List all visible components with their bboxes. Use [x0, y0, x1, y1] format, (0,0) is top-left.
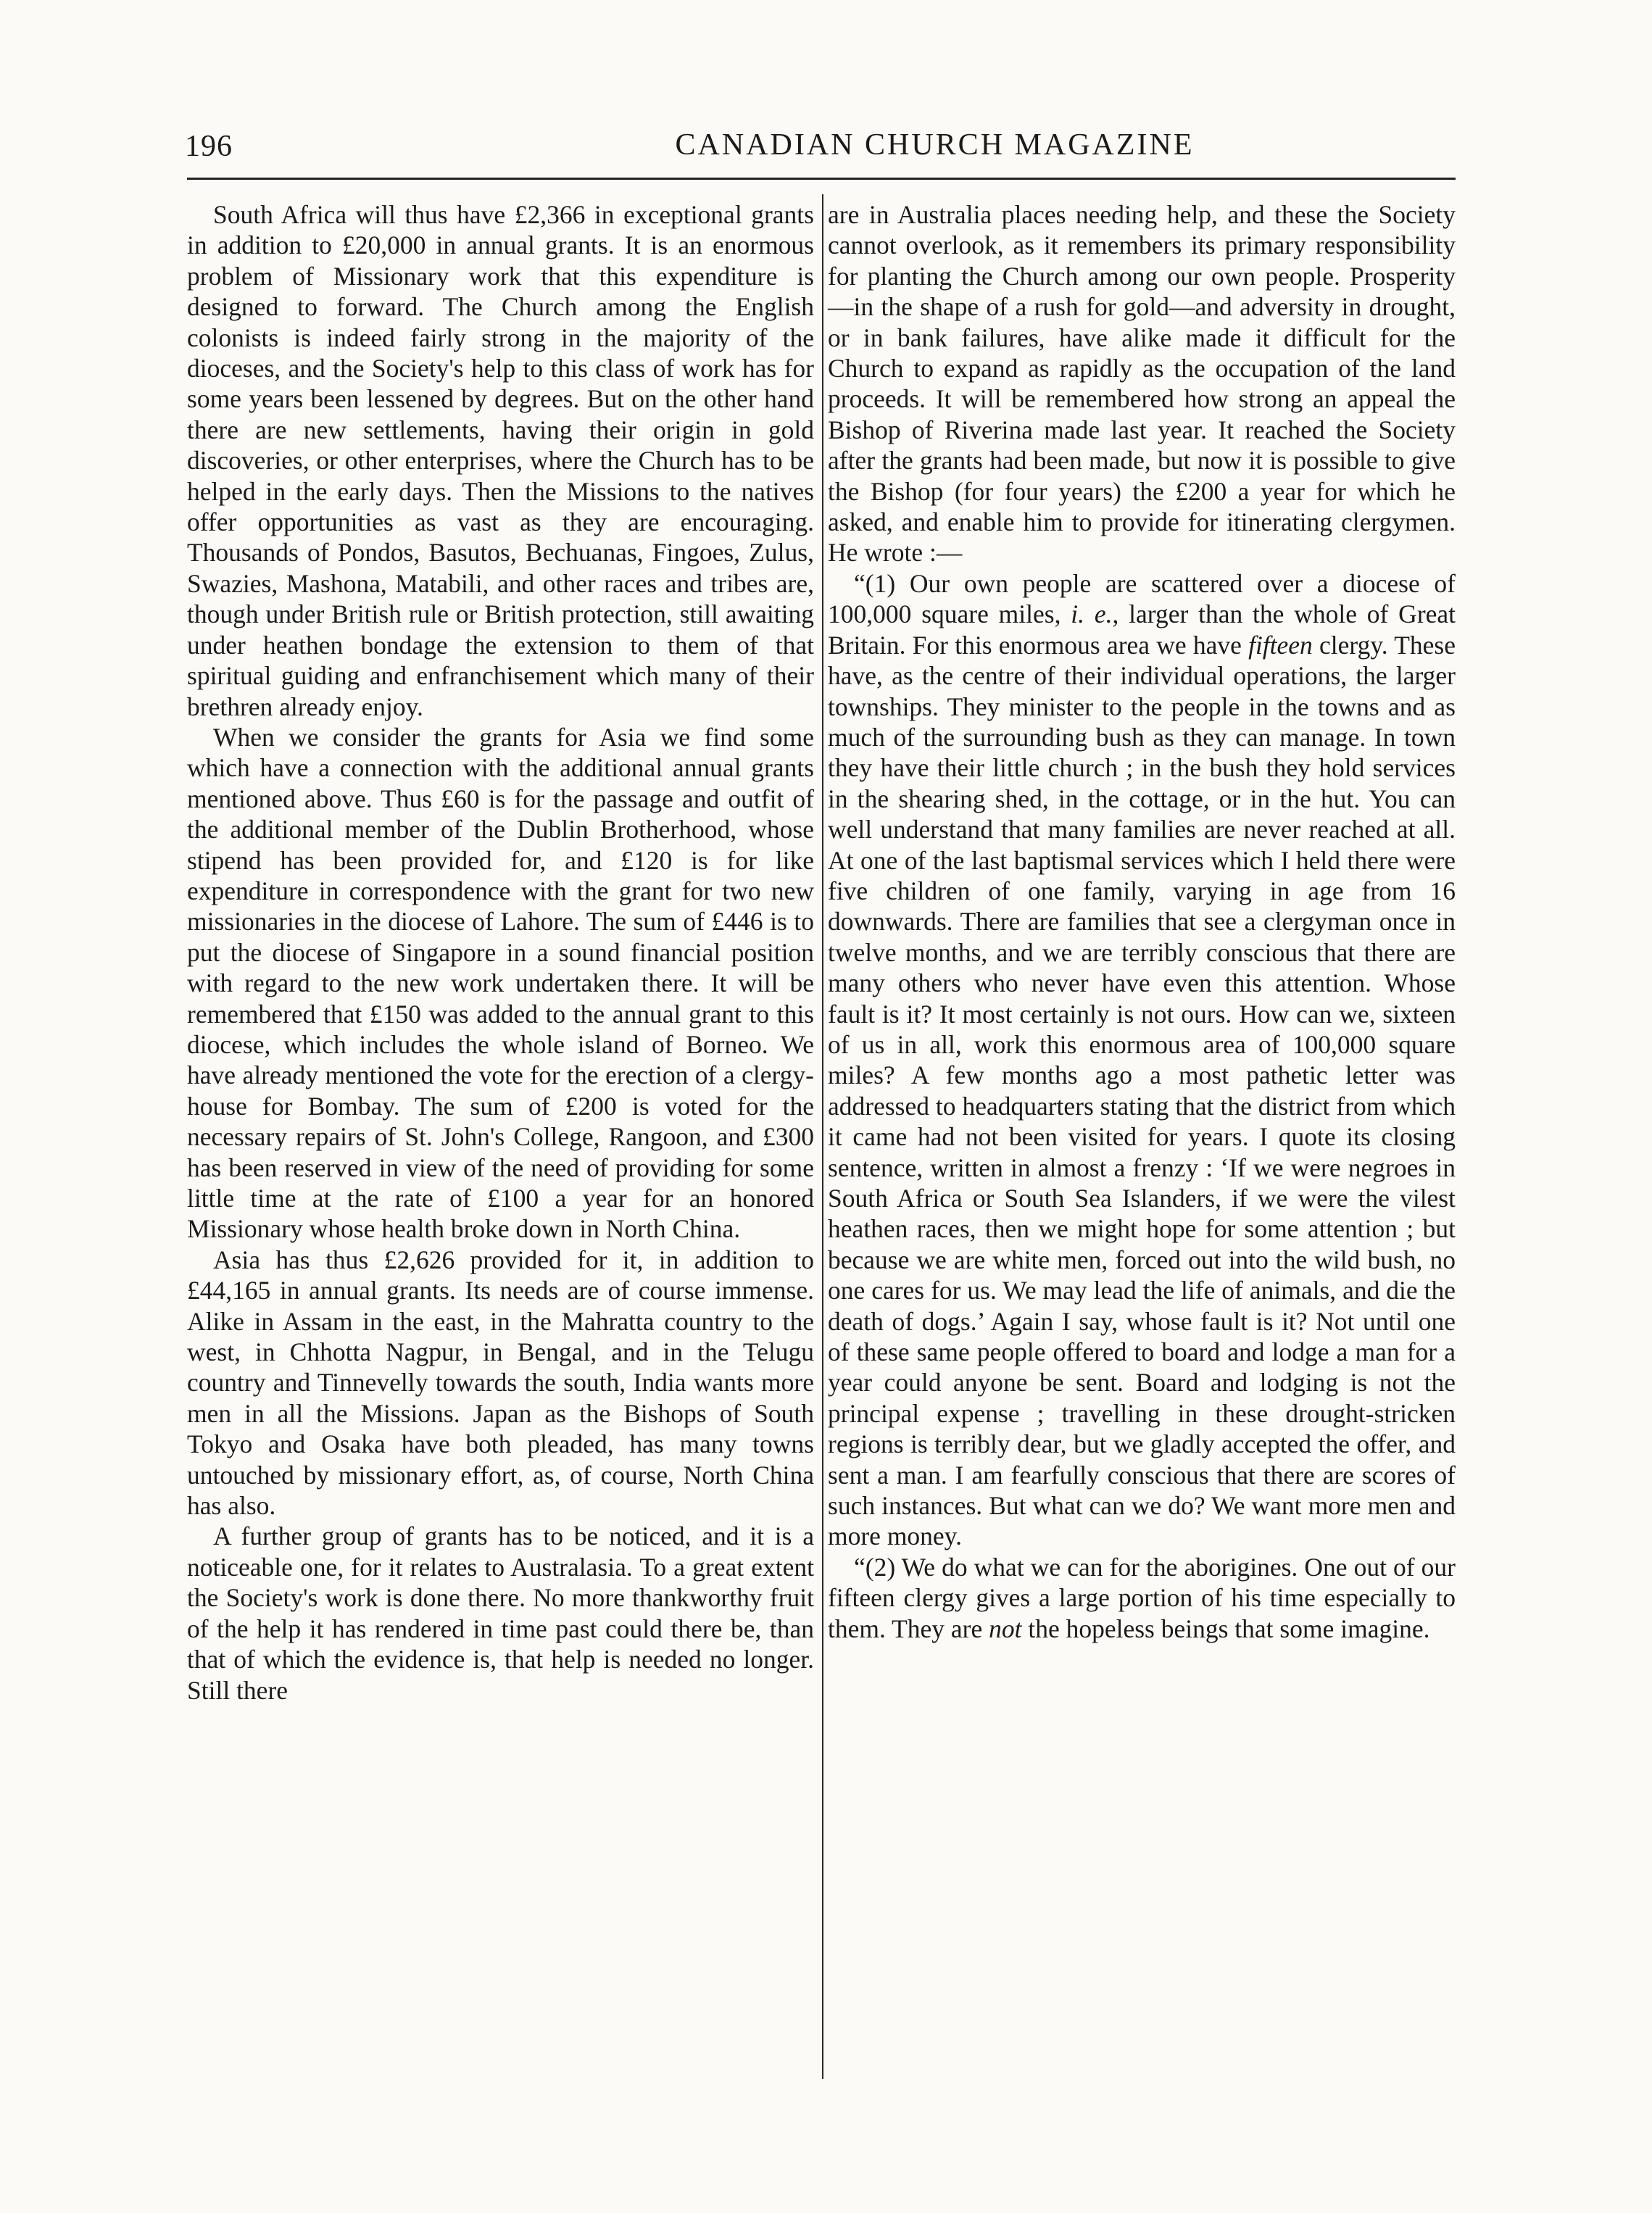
paragraph-australasia: A further group of grants has to be noticed, and it is a noticeable one, for it relates to Australasia. To a great extent the Society's work is done there. No more thankworthy fruit of the help it has rendered in time past could there be, than that of which the evidence is, that help is needed no longer. Still there [187, 1521, 814, 1705]
quote-2-part-a: “(2) We do what we can for the aborigines. One out of our fifteen clergy gives a large portion of his time especially to them. They are [828, 1552, 1456, 1643]
column-divider [822, 194, 823, 2079]
italic-fifteen: fifteen [1248, 630, 1313, 660]
paragraph-australia-continued: are in Australia places needing help, and these the Society cannot overlook, as it remembers its primary responsibility for planting the Church among our own people. Prosperity—in the shape of a rush for gold—and adversity in drought, or in bank failures, have alike made it difficult for the Church to expand as rapidly as the occupation of the land proceeds. It will be remembered how strong an appeal the Bishop of Riverina made last year. It reached the Society after the grants had been made, but now it is possible to give the Bishop (for four years) the £200 a year for which he asked, and enable him to provide for itinerating clergymen. He wrote :— [828, 200, 1456, 568]
paragraph-grants-asia: When we consider the grants for Asia we find some which have a connection with the additional annual grants mentioned above. Thus £60 is for the passage and outfit of the additional member of the Dublin Brotherhood, whose stipend has been provided for, and £120 is for like expenditure in correspondence with the grant for two new missionaries in the diocese of Lahore. The sum of £446 is to put the diocese of Singapore in a sound financial position with regard to the new work undertaken there. It will be remembered that £150 was added to the annual grant to this diocese, which includes the whole island of Borneo. We have already mentioned the vote for the erection of a clergy-house for Bombay. The sum of £200 is voted for the necessary repairs of St. John's College, Rangoon, and £300 has been reserved in view of the need of providing for some little time at the rate of £100 a year for an honored Missionary whose health broke down in North China. [187, 722, 814, 1244]
left-column [187, 199, 814, 1706]
quote-1-part-a: “(1) Our own people are scattered over a diocese of 100,000 square miles, [828, 568, 1456, 629]
page-number: 196 [185, 130, 233, 163]
paragraph-asia-needs: Asia has thus £2,626 provided for it, in addition to £44,165 in annual grants. Its needs are of course immense. Alike in Assam in the east, in the Mahratta country to the west, in Chhotta Nagpur, in Bengal, and in the Telugu country and Tinnevelly towards the south, India wants more men in all the Missions. Japan as the Bishops of South Tokyo and Osaka have both pleaded, has many towns untouched by missionary effort, as, of course, North China has also. [187, 1245, 814, 1521]
quote-1-part-b: , larger than the whole of Great Britain. For this enormous area we have [828, 599, 1456, 660]
quote-1-part-c: clergy. These have, as the centre of their individual operations, the larger townships. They minister to the people in the towns and as much of the surrounding bush as they can manage. In town they have their little church ; in the bush they hold services in the shearing shed, in the cottage, or in the hut. You can well understand that many families are never reached at all. At one of the last baptismal services which I held there were five children of one family, varying in age from 16 downwards. There are families that see a clergyman once in twelve months, and we are terribly conscious that there are many others who never have even this attention. Whose fault is it? It most certainly is not ours. How can we, sixteen of us in all, work this enormous area of 100,000 square miles? A few months ago a most pathetic letter was addressed to headquarters stating that the district from which it came had not been visited for years. I quote its closing sentence, written in almost a frenzy : ‘If we were negroes in South Africa or South Sea Islanders, if we were the vilest heathen races, then we might hope for some attention ; but because we are white men, forced out into the wild bush, no one cares for us. We may lead the life of animals, and die the death of dogs.’ Again I say, whose fault is it? Not until one of these same people offered to board and lodge a man for a year could anyone be sent. Board and lodging is not the principal expense ; travelling in these drought-stricken regions is terribly dear, but we gladly accepted the offer, and sent a man. I am fearfully conscious that there are scores of such instances. But what can we do? We want more men and more money. [828, 630, 1456, 1551]
quote-paragraph-1 [828, 568, 1456, 1552]
quote-paragraph-2 [828, 1552, 1456, 1644]
header-rule [187, 178, 1456, 180]
quote-2-part-b: the hopeless beings that some imagine. [1028, 1614, 1430, 1643]
italic-ie: i. e. [1071, 599, 1113, 629]
italic-not: not [989, 1614, 1022, 1643]
running-head-title: CANADIAN CHURCH MAGAZINE [675, 128, 1195, 162]
right-column [828, 199, 1456, 1644]
paragraph-south-africa: South Africa will thus have £2,366 in exceptional grants in addition to £20,000 in annual grants. It is an enormous problem of Missionary work that this expenditure is designed to forward. The Church among the English colonists is indeed fairly strong in the majority of the dioceses, and the Society's help to this class of work has for some years been lessened by degrees. But on the other hand there are new settlements, having their origin in gold discoveries, or other enterprises, where the Church has to be helped in the early days. Then the Missions to the natives offer opportunities as vast as they are encouraging. Thousands of Pondos, Basutos, Bechuanas, Fingoes, Zulus, Swazies, Mashona, Matabili, and other races and tribes are, though under British rule or British protection, still awaiting under heathen bondage the extension to them of that spiritual guiding and enfranchisement which many of their brethren already enjoy. [187, 200, 814, 721]
